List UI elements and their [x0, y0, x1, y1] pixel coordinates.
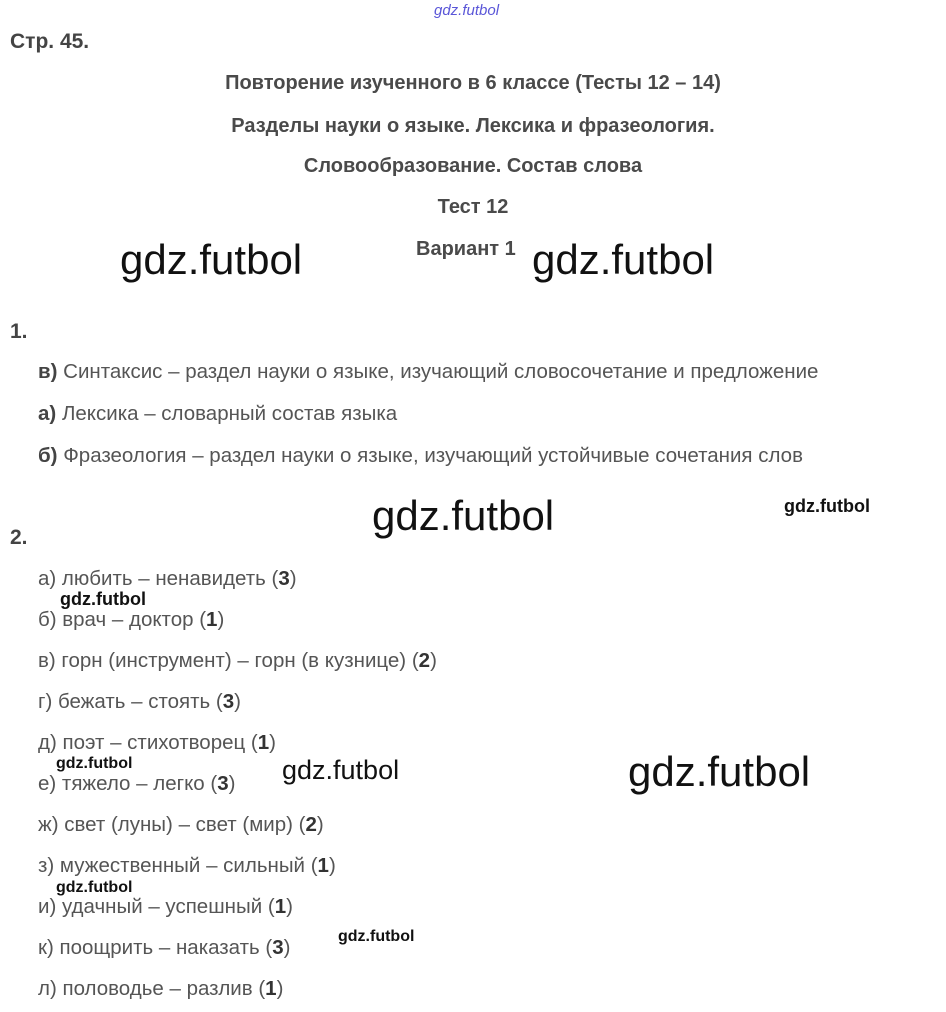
item-close: )	[269, 731, 276, 754]
item-score: 3	[217, 772, 229, 795]
task-2-item	[38, 854, 336, 878]
item-text: и) удачный – успешный (	[38, 895, 275, 918]
task-2-item	[38, 567, 297, 591]
watermark: gdz.futbol	[56, 755, 133, 772]
task-2-item	[38, 895, 293, 919]
item-score: 1	[274, 895, 287, 918]
task-2-item	[38, 772, 235, 796]
item-score: 2	[418, 649, 431, 672]
heading-word-formation: Словообразование. Состав слова	[303, 155, 643, 177]
item-text: е) тяжело – легко (	[38, 772, 218, 795]
heading-sections: Разделы науки о языке. Лексика и фразеология.	[231, 115, 715, 137]
item-text: Синтаксис – раздел науки о языке, изучающий словосочетание и предложение	[63, 360, 819, 383]
watermark: gdz.futbol	[372, 492, 555, 539]
item-text: з) мужественный – сильный (	[38, 854, 318, 877]
item-text: г) бежать – стоять (	[38, 690, 223, 713]
item-text: д) поэт – стихотворец (	[38, 731, 258, 754]
item-close: )	[234, 690, 241, 713]
task-2-item	[38, 936, 290, 960]
item-text: в) горн (инструмент) – горн (в кузнице) (	[38, 649, 419, 672]
watermark-top: gdz.futbol	[434, 2, 500, 19]
item-close: )	[276, 977, 284, 1000]
task-1-item	[38, 444, 803, 468]
item-close: )	[228, 772, 236, 795]
task-2-item	[38, 977, 283, 1001]
task-1-item	[38, 402, 397, 426]
item-text: л) половодье – разлив (	[38, 977, 266, 1000]
item-close: )	[217, 608, 225, 631]
task-1-number: 1.	[10, 320, 28, 343]
item-close: )	[283, 936, 291, 959]
item-score: 2	[305, 813, 317, 836]
watermark: gdz.futbol	[784, 496, 870, 516]
task-2-number: 2.	[10, 526, 28, 549]
item-close: )	[286, 895, 293, 918]
item-text: б) врач – доктор (	[38, 608, 207, 631]
item-text: Лексика – словарный состав языка	[61, 402, 398, 425]
item-score: 3	[278, 567, 290, 590]
item-score: 1	[265, 977, 277, 1000]
item-text: ж) свет (луны) – свет (мир) (	[38, 813, 306, 836]
item-score: 1	[206, 608, 218, 631]
item-text: Фразеология – раздел науки о языке, изучающий устойчивые сочетания слов	[63, 444, 803, 467]
watermark: gdz.futbol	[282, 755, 400, 785]
item-score: 1	[257, 731, 270, 754]
item-letter: а)	[38, 402, 57, 425]
task-2-item	[38, 731, 276, 755]
item-score: 1	[317, 854, 329, 877]
task-2-item	[38, 813, 324, 837]
heading-test: Тест 12	[437, 196, 509, 218]
heading-variant: Вариант 1	[416, 238, 516, 260]
watermark: gdz.futbol	[60, 589, 146, 609]
page-reference: Стр. 45.	[10, 30, 90, 53]
item-close: )	[316, 813, 324, 836]
item-text: к) поощрить – наказать (	[38, 936, 273, 959]
watermark: gdz.futbol	[628, 748, 811, 795]
item-close: )	[430, 649, 437, 672]
task-2-item	[38, 649, 437, 673]
watermark: gdz.futbol	[338, 928, 415, 945]
task-2-item	[38, 690, 241, 714]
watermark: gdz.futbol	[56, 879, 133, 896]
item-score: 3	[272, 936, 284, 959]
task-2-item	[38, 608, 224, 632]
watermark: gdz.futbol	[120, 236, 303, 283]
item-letter: в)	[38, 360, 58, 383]
watermark: gdz.futbol	[532, 236, 715, 283]
item-text: а) любить – ненавидеть (	[38, 567, 279, 590]
item-close: )	[289, 567, 297, 590]
item-letter: б)	[38, 444, 58, 467]
heading-review: Повторение изученного в 6 классе (Тесты 12 – 14)	[225, 72, 721, 94]
item-score: 3	[222, 690, 235, 713]
item-close: )	[328, 854, 336, 877]
task-1-item	[38, 360, 818, 384]
